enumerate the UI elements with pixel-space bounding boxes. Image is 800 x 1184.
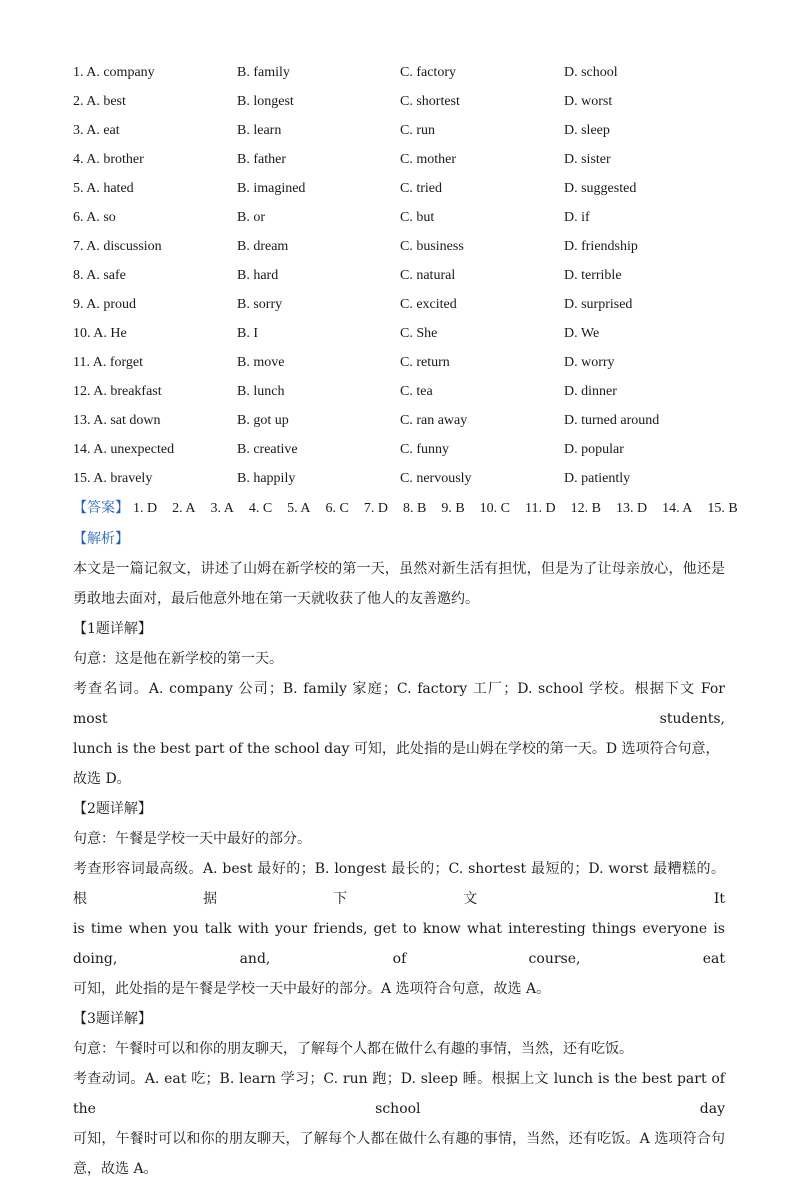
option-d: D. worry <box>564 355 615 370</box>
option-c: C. natural <box>400 268 456 283</box>
summary-line: 本文是一篇记叙文，讲述了山姆在新学校的第一天，虽然对新生活有担忧，但是为了让母亲放心，他还是 <box>73 561 725 577</box>
option-a: 3. A. eat <box>73 123 120 138</box>
question-row <box>73 145 733 174</box>
detail-meaning: 句意：午餐时可以和你的朋友聊天，了解每个人都在做什么有趣的事情，当然，还有吃饭。 <box>73 1041 633 1057</box>
option-c: C. mother <box>400 152 456 167</box>
option-c: C. return <box>400 355 450 370</box>
option-c: C. She <box>400 326 438 341</box>
option-c: C. tea <box>400 384 433 399</box>
question-row <box>73 319 733 348</box>
detail-line: 考查形容词最高级。A. best 最好的；B. longest 最长的；C. shortest 最短的；D. worst 最糟糕的。根据下文 It <box>73 861 725 907</box>
option-b: B. family <box>237 65 290 80</box>
option-b: B. learn <box>237 123 282 138</box>
option-d: D. We <box>564 326 600 341</box>
summary-line: 勇敢地去面对，最后他意外地在第一天就收获了他人的友善邀约。 <box>73 591 479 607</box>
question-row <box>73 232 733 261</box>
answer-item: 11. D <box>525 501 556 516</box>
detail-meaning: 句意：午餐是学校一天中最好的部分。 <box>73 831 311 847</box>
option-b: B. creative <box>237 442 298 457</box>
option-a: 9. A. proud <box>73 297 136 312</box>
detail-heading: 【3题详解】 <box>73 1011 152 1027</box>
detail-line: 考查名词。A. company 公司；B. family 家庭；C. factory 工厂；D. school 学校。根据下文 For most students, <box>73 681 725 727</box>
option-c: C. ran away <box>400 413 468 428</box>
option-c: C. tried <box>400 181 442 196</box>
option-a: 15. A. bravely <box>73 471 153 486</box>
option-a: 5. A. hated <box>73 181 134 196</box>
option-a: 12. A. breakfast <box>73 384 162 399</box>
option-a: 4. A. brother <box>73 152 144 167</box>
answer-item: 1. D <box>133 501 158 516</box>
option-c: C. shortest <box>400 94 460 109</box>
detail-line: lunch is the best part of the school day 可知，此处指的是山姆在学校的第一天。D 选项符合句意，故选 D。 <box>73 741 720 787</box>
option-d: D. terrible <box>564 268 622 283</box>
option-d: D. school <box>564 65 618 80</box>
option-c: C. nervously <box>400 471 472 486</box>
option-d: D. sleep <box>564 123 610 138</box>
option-b: B. move <box>237 355 285 370</box>
option-d: D. surprised <box>564 297 633 312</box>
answer-item: 8. B <box>402 501 427 516</box>
option-d: D. friendship <box>564 239 638 254</box>
option-a: 8. A. safe <box>73 268 126 283</box>
option-b: B. imagined <box>237 181 306 196</box>
answer-item: 7. D <box>363 501 388 516</box>
option-b: B. or <box>237 210 265 225</box>
answer-item: 14. A <box>662 501 693 516</box>
answer-tag: 【答案】 <box>73 501 129 516</box>
option-c: C. business <box>400 239 464 254</box>
option-a: 11. A. forget <box>73 355 143 370</box>
detail-line: 意，故选 A。 <box>73 1161 158 1177</box>
answer-item: 5. A <box>287 501 311 516</box>
answer-item: 10. C <box>479 501 510 516</box>
option-b: B. lunch <box>237 384 285 399</box>
detail-line: is time when you talk with your friends, get to know what interesting things everyone is doing, and, of course, eat <box>73 921 725 967</box>
detail-line: 可知，此处指的是午餐是学校一天中最好的部分。A 选项符合句意，故选 A。 <box>73 981 551 997</box>
option-c: C. run <box>400 123 435 138</box>
option-d: D. if <box>564 210 590 225</box>
option-c: C. funny <box>400 442 449 457</box>
option-c: C. but <box>400 210 435 225</box>
detail-meaning: 句意：这是他在新学校的第一天。 <box>73 651 283 667</box>
option-a: 13. A. sat down <box>73 413 161 428</box>
answer-item: 12. B <box>570 501 601 516</box>
analysis-section <box>73 524 725 1184</box>
option-b: B. got up <box>237 413 289 428</box>
question-row <box>73 116 733 145</box>
option-d: D. dinner <box>564 384 617 399</box>
question-row <box>73 348 733 377</box>
option-d: D. turned around <box>564 413 660 428</box>
question-row <box>73 203 733 232</box>
answer-key <box>73 494 749 523</box>
option-a: 2. A. best <box>73 94 126 109</box>
answer-item: 15. B <box>707 501 738 516</box>
answer-item: 9. B <box>441 501 465 516</box>
question-row <box>73 87 733 116</box>
option-d: D. worst <box>564 94 613 109</box>
answer-item: 4. C <box>248 501 273 516</box>
option-b: B. father <box>237 152 286 167</box>
option-a: 1. A. company <box>73 65 155 80</box>
option-a: 10. A. He <box>73 326 127 341</box>
option-b: B. sorry <box>237 297 283 312</box>
option-b: B. longest <box>237 94 294 109</box>
options-table <box>73 58 733 493</box>
question-row <box>73 406 733 435</box>
option-b: B. happily <box>237 471 296 486</box>
option-a: 7. A. discussion <box>73 239 162 254</box>
option-b: B. dream <box>237 239 289 254</box>
answer-item: 13. D <box>615 501 648 516</box>
detail-heading: 【2题详解】 <box>73 801 152 817</box>
option-a: 14. A. unexpected <box>73 442 175 457</box>
option-b: B. hard <box>237 268 279 283</box>
answer-item: 3. A <box>210 501 234 516</box>
option-d: D. patiently <box>564 471 631 486</box>
option-a: 6. A. so <box>73 210 116 225</box>
detail-line: 考查动词。A. eat 吃；B. learn 学习；C. run 跑；D. sleep 睡。根据上文 lunch is the best part of the school day <box>73 1071 725 1117</box>
question-row <box>73 464 733 493</box>
option-b: B. I <box>237 326 258 341</box>
detail-heading: 【1题详解】 <box>73 621 152 637</box>
option-c: C. excited <box>400 297 457 312</box>
question-row <box>73 377 733 406</box>
question-row <box>73 261 733 290</box>
option-c: C. factory <box>400 65 456 80</box>
answer-item: 6. C <box>325 501 349 516</box>
option-d: D. suggested <box>564 181 637 196</box>
question-row <box>73 435 733 464</box>
detail-line: 可知，午餐时可以和你的朋友聊天，了解每个人都在做什么有趣的事情，当然，还有吃饭。A 选项符合句 <box>73 1131 725 1147</box>
option-d: D. sister <box>564 152 611 167</box>
analysis-tag: 【解析】 <box>73 531 129 547</box>
question-row <box>73 290 733 319</box>
answer-item: 2. A <box>172 501 196 516</box>
question-row <box>73 174 733 203</box>
option-d: D. popular <box>564 442 624 457</box>
question-row <box>73 58 733 87</box>
